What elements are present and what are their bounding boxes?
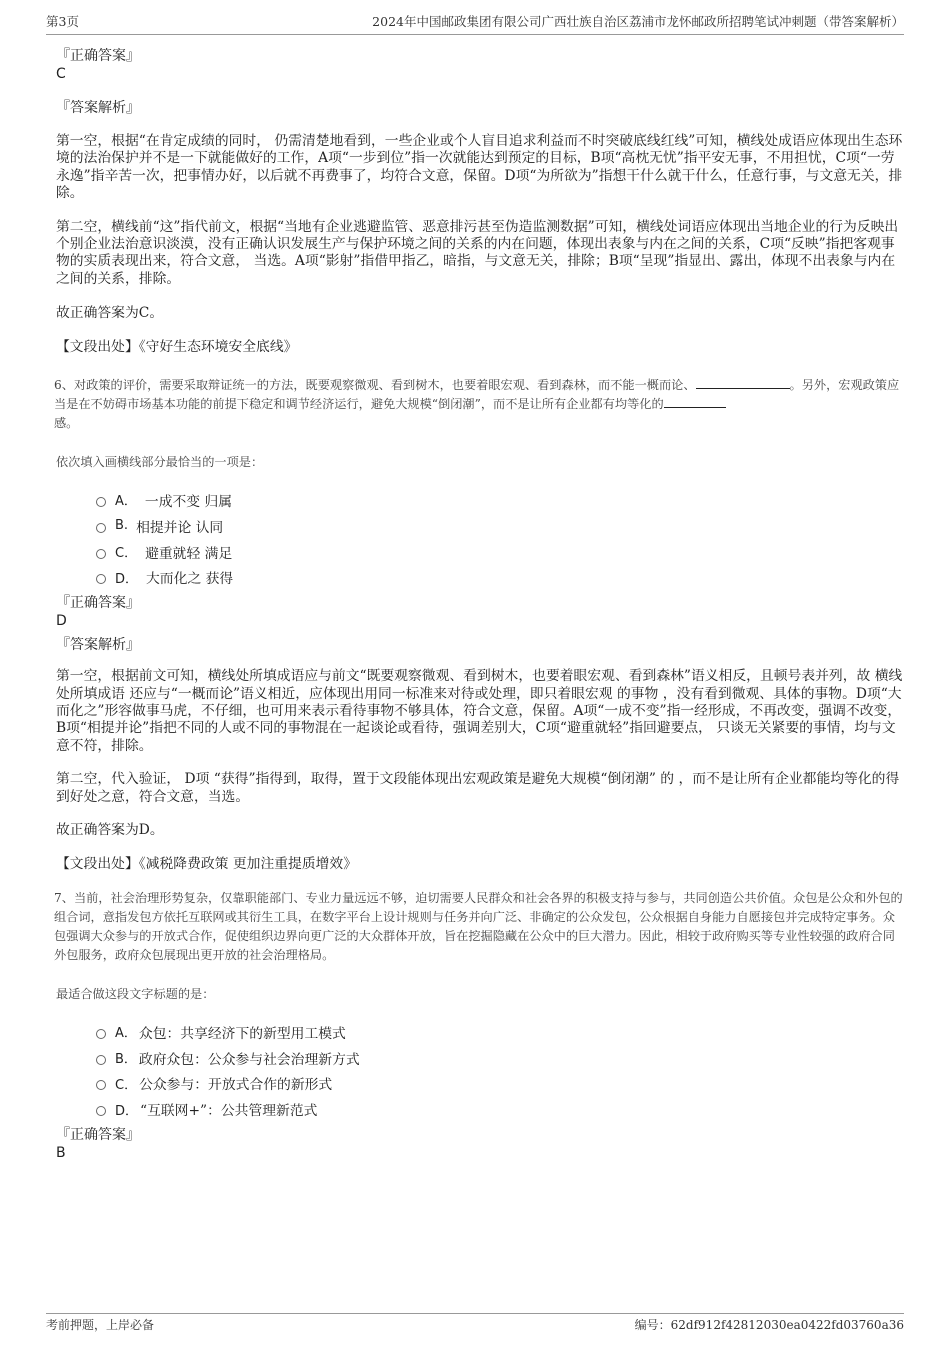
analysis-conclusion: 故正确答案为D。 [56, 822, 164, 839]
source-citation: 【文段出处】《守好生态环境安全底线》 [56, 338, 298, 355]
option-a[interactable]: A． 一成不变 归属 [96, 487, 906, 513]
document-title: 2024年中国邮政集团有限公司广西壮族自治区荔浦市龙怀邮政所招聘笔试冲刺题（带答案解析） [372, 14, 904, 29]
radio-button-icon[interactable] [96, 549, 106, 559]
analysis-label: 『答案解析』 [56, 100, 140, 116]
question-stem: 6、对政策的评价，需要采取辩证统一的方法，既要观察微观、看到树木，也要着眼宏观、看到森林，而不能一概而论、 。另外，宏观政策应当是在不妨碍市场基本功能的前提下稳定和调节经济运行，避免大规模“倒闭潮”，而不是让所有企业都有均等化的 感。 [54, 378, 900, 431]
footer-slogan: 考前押题，上岸必备 [46, 1318, 155, 1332]
analysis-label: 『答案解析』 [56, 637, 140, 654]
option-d[interactable]: D． 大而化之 获得 [96, 564, 906, 590]
radio-button-icon[interactable] [96, 574, 106, 584]
page-header [46, 12, 904, 35]
radio-button-icon[interactable] [96, 497, 106, 507]
question-prompt: 依次填入画横线部分最恰当的一项是： [56, 455, 264, 470]
source-citation: 【文段出处】《减税降费政策 更加注重提质增效》 [56, 855, 358, 872]
correct-answer-value: D [56, 613, 67, 630]
radio-button-icon[interactable] [96, 1055, 106, 1065]
page-footer [46, 1313, 904, 1333]
document-body [56, 47, 906, 1162]
option-c[interactable]: C． 公众参与：开放式合作的新形式 [96, 1071, 906, 1097]
analysis-conclusion: 故正确答案为C。 [56, 305, 164, 322]
answer-blank [664, 395, 726, 408]
radio-button-icon[interactable] [96, 1029, 106, 1039]
answer-blank [696, 376, 790, 389]
correct-answer-label: 『正确答案』 [56, 1127, 140, 1144]
correct-answer-value: B [56, 1145, 66, 1162]
radio-button-icon[interactable] [96, 523, 106, 533]
question-stem: 7、当前，社会治理形势复杂，仅靠职能部门、专业力量远远不够，迫切需要人民群众和社会各界的积极支持与参与，共同创造公共价值。众包是公众和外包的组合词，意指发包方依托互联网或其衍生工具，在数字平台上设计规则与任务并向广泛、非确定的公众发包，公众根据自身能力自愿接包并完成特定事务。众包强调大众参与的开放式合作，促使组织边界向更广泛的大众群体开放，旨在挖掘隐藏在公众中的巨大潜力。因此，相较于政府购买等专业性较强的政府合同外包服务，政府众包展现出更开放的社会治理格局。 [54, 890, 903, 962]
option-a[interactable]: A． 众包：共享经济下的新型用工模式 [96, 1019, 906, 1045]
analysis-paragraph: 第一空，根据“在肯定成绩的同时， 仍需清楚地看到，一些企业或个人盲目追求利益而不时突破底线红线”可知，横线处成语应体现出生态环境的法治保护并不是一下就能做好的工作，A项“一步到位”指一次就能达到预定的目标，B项“高枕无忧”指平安无事，不用担忧，C项“一劳永逸”指辛苦一次，把事情办好，以后就不再费事了，均符合文意，保留。D项“为所欲为”指想干什么就干什么，任意行事，与文意无关，排除。 [56, 133, 903, 202]
question-prompt: 最适合做这段文字标题的是： [56, 986, 215, 1001]
option-c[interactable]: C． 避重就轻 满足 [96, 539, 906, 565]
correct-answer-label: 『正确答案』 [56, 48, 140, 64]
options-list [96, 1019, 906, 1122]
option-b[interactable]: B． 政府众包：公众参与社会治理新方式 [96, 1045, 906, 1071]
analysis-paragraph: 第二空，横线前“这”指代前文，根据“当地有企业逃避监管、恶意排污甚至伪造监测数据”可知，横线处词语应体现出当地企业的行为反映出个别企业法治意识淡漠，没有正确认识发展生产与保护环境之间的关系的内在问题，体现出表象与内在之间的关系，C项“反映”指把客观事物的实质表现出来，符合文意， 当选。A项“影射”指借甲指乙，暗指，与文意无关，排除；B项“呈现”指显出、露出，体现不出表象与内在之间的关系，排除。 [56, 218, 899, 287]
page-number: 第3页 [46, 14, 79, 29]
radio-button-icon[interactable] [96, 1106, 106, 1116]
document-id: 编号：62df912f42812030ea0422fd03760a36 [634, 1318, 904, 1332]
correct-answer-value: C [56, 66, 66, 82]
options-list [96, 487, 906, 590]
radio-button-icon[interactable] [96, 1080, 106, 1090]
correct-answer-label: 『正确答案』 [56, 595, 140, 612]
analysis-paragraph: 第一空，根据前文可知，横线处所填成语应与前文“既要观察微观、看到树木，也要着眼宏观、看到森林”语义相反，且顿号表并列，故 横线处所填成语 还应与“一概而论”语义相近，应体现出用同一标准来对待或处理，即只着眼宏观 的事物 ，没有看到微观、具体的事物。D项“大而化之”形容做事马虎，不仔细，也可用来表示看待事物不够具体，符合文意，保留。A项“一成不变”指一经形成，不再改变，强调不改变，B项“相提并论”指把不同的人或不同的事物混在一起谈论或看待，强调差别大，C项“避重就轻”指回避要点， 只谈无关紧要的事情，均与文意不符，排除。 [56, 668, 903, 754]
option-b[interactable]: B. 相提并论 认同 [96, 513, 906, 539]
option-d[interactable]: D． “互联网+”：公共管理新范式 [96, 1096, 906, 1122]
analysis-paragraph: 第二空，代入验证， D项 “获得”指得到，取得，置于文段能体现出宏观政策是避免大规模“倒闭潮” 的 ，而不是让所有企业都能均等化的得到好处之意，符合文意，当选。 [56, 771, 900, 805]
